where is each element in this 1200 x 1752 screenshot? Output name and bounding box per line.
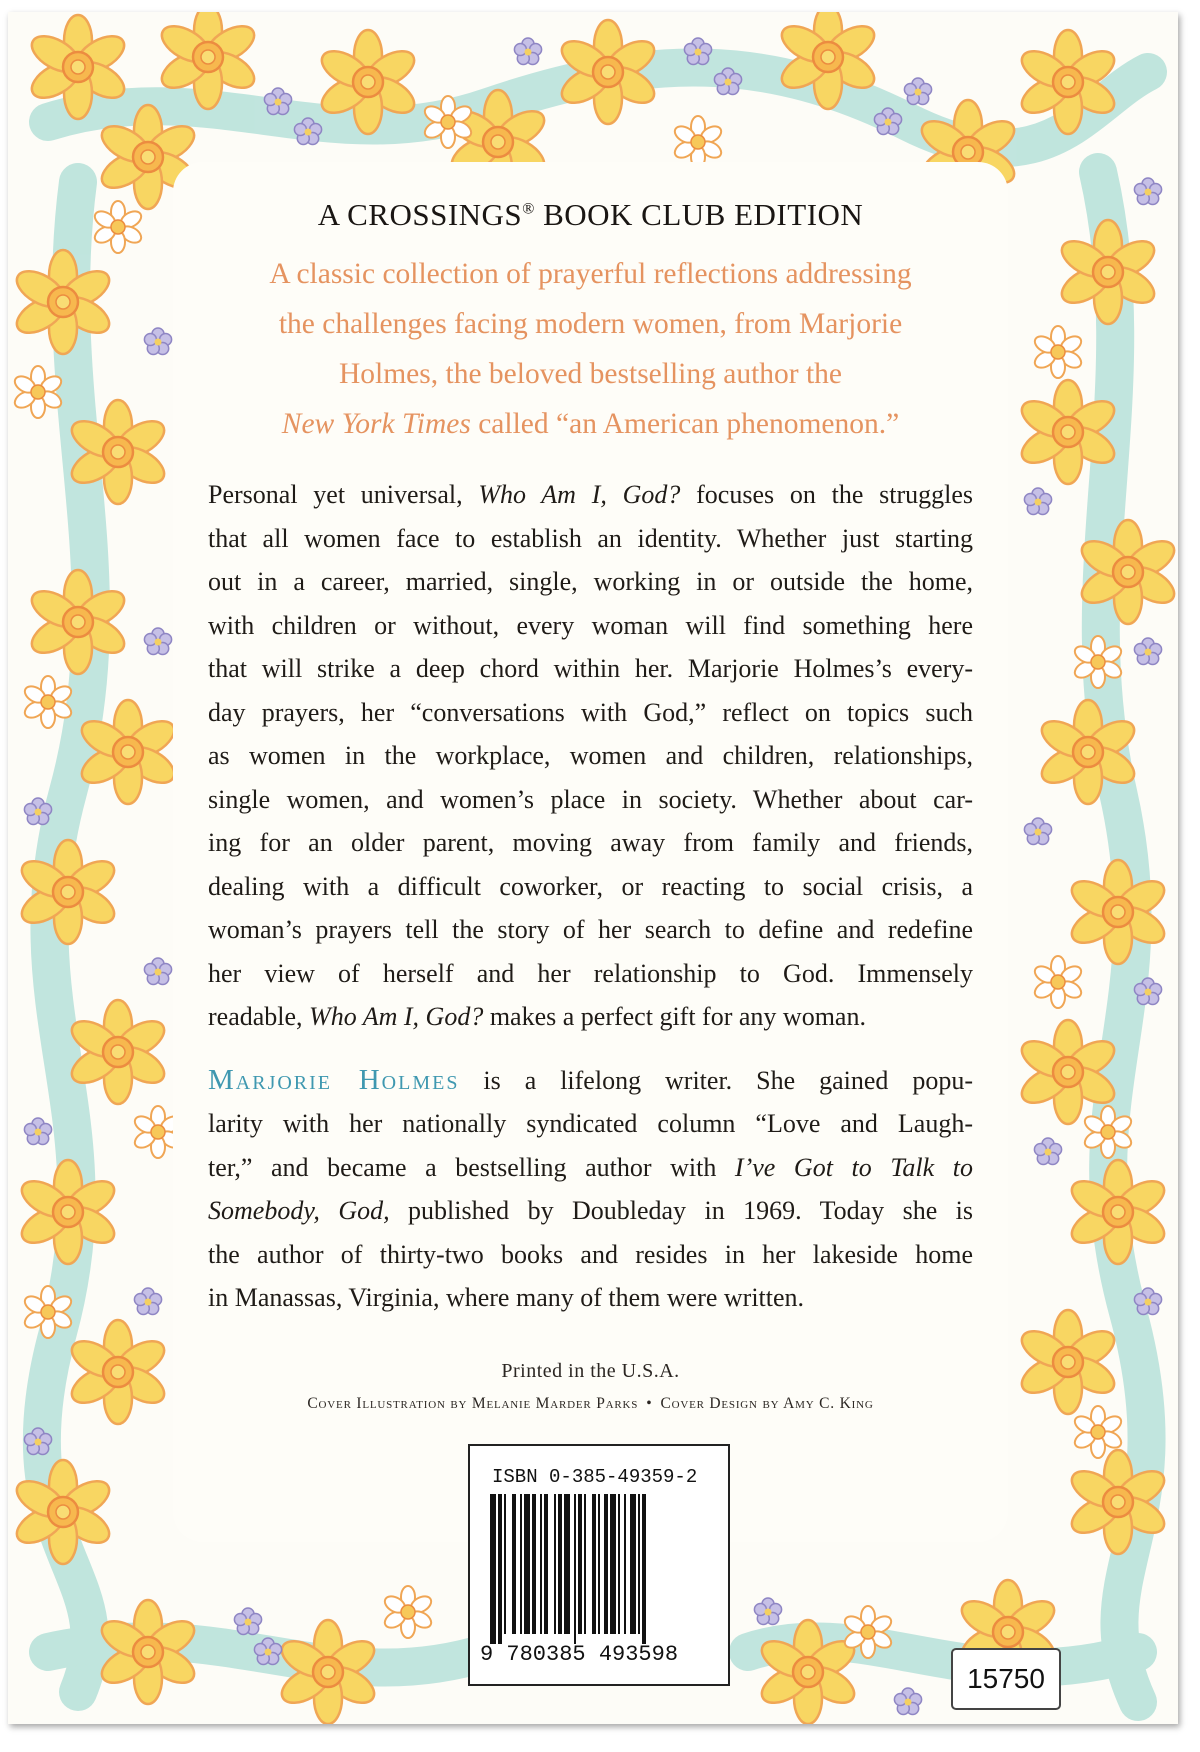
barcode-bar	[598, 1494, 600, 1634]
barcode-bar	[584, 1494, 586, 1634]
barcode-bars	[488, 1494, 710, 1644]
barcode-bar	[540, 1494, 542, 1634]
barcode-bar	[638, 1494, 640, 1634]
printed-in: Printed in the U.S.A.	[501, 1359, 680, 1382]
barcode-bar	[512, 1494, 516, 1634]
credits	[208, 1360, 973, 1413]
barcode-bar	[592, 1494, 596, 1634]
book-title: Who Am I, God?	[309, 1002, 484, 1031]
barcode-bar	[558, 1494, 562, 1634]
cover-credits: Cover Illustration by Melanie Marder Parks • Cover Design by Amy C. King	[307, 1394, 874, 1412]
barcode-bar	[564, 1494, 570, 1634]
book-description: Personal yet universal, Who Am I, God? focuses on the struggles that all women face to establish an identity. Whether just starting out in a career, married, single, working in or outside the home, with children or without, every woman will find something here that will strike a deep chord within her. Marjorie Holmes’s every- day prayers, her “conversations with God,” reflect on topics such as women in the workplace, women and children, relationships, single women, and women’s place in society. Whether about car- ing for an older parent, moving away from family and friends, dealing with a difficult coworker, or reacting to social crisis, a woman’s prayers tell the story of her search to define and redefine her view of herself and her relationship to God. Immensely readable, Who Am I, God? makes a perfect gift for any woman.	[208, 480, 974, 1031]
tagline: A classic collection of prayerful reflections addressing the challenges facing modern women, from Marjorie Holmes, the beloved bestselling author the New York Times called “an American phenomenon.”	[269, 258, 912, 440]
isbn-barcode	[468, 1444, 730, 1686]
barcode-bar	[554, 1494, 556, 1634]
barcode-bar	[498, 1494, 502, 1644]
barcode-bar	[630, 1494, 636, 1634]
ean-number: 9 780385 493598	[480, 1642, 679, 1667]
barcode-bar	[490, 1494, 496, 1644]
barcode-bar	[578, 1494, 582, 1634]
edition-heading: A CROSSINGS® BOOK CLUB EDITION	[317, 197, 864, 232]
barcode-bar	[520, 1494, 522, 1634]
book-title: Who Am I, God?	[478, 480, 681, 509]
price-sticker: 15750	[951, 1648, 1061, 1710]
back-cover-text	[208, 187, 973, 1413]
barcode-bar	[504, 1494, 506, 1634]
barcode-bar	[610, 1494, 616, 1634]
barcode-bar	[532, 1494, 536, 1634]
barcode-bar	[574, 1494, 576, 1644]
barcode-bar	[544, 1494, 548, 1634]
barcode-bar	[624, 1494, 626, 1634]
author-name: Marjorie Holmes	[208, 1063, 460, 1096]
isbn-number: ISBN 0-385-49359-2	[492, 1466, 698, 1488]
barcode-bar	[618, 1494, 620, 1634]
barcode-bar	[604, 1494, 608, 1634]
barcode-bar	[524, 1494, 530, 1634]
barcode-bar	[642, 1494, 646, 1644]
author-bio: Marjorie Holmes is a lifelong writer. She gained popu- larity with her nationally syndicated column “Love and Laugh- ter,” and became a bestselling author with I’ve Got to Talk to Somebody, God, published by Doubleday in 1969. Today she is the author of thirty-two books and resides in her lakeside home in Manassas, Virginia, where many of them were written.	[208, 1063, 974, 1312]
book-back-cover	[8, 12, 1178, 1724]
